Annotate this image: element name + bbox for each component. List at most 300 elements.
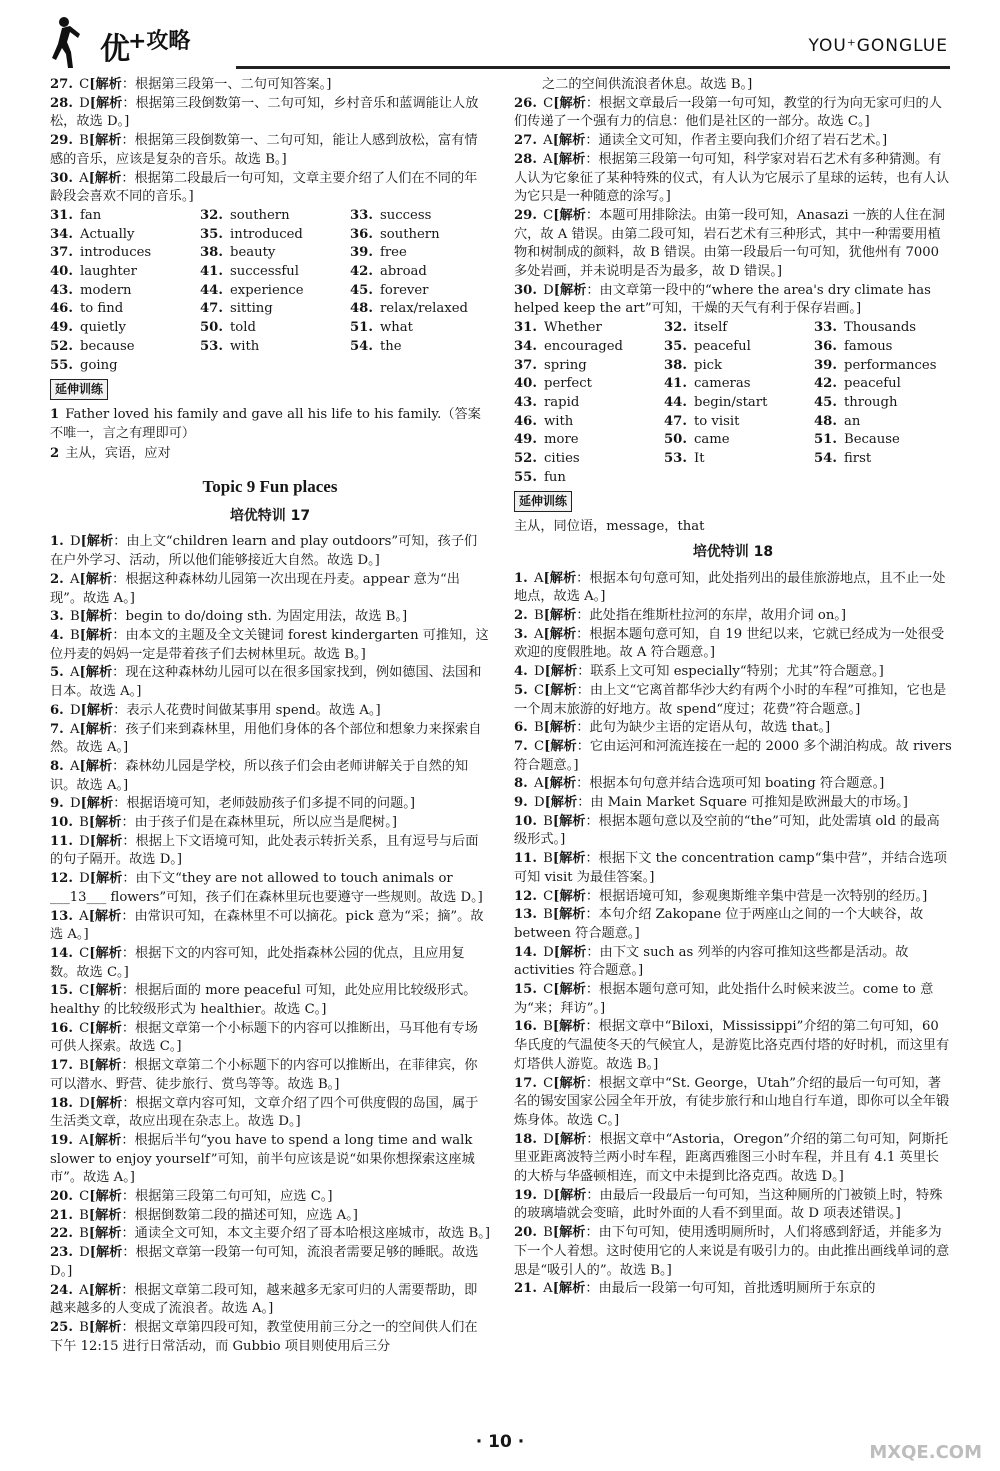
answer-item [50,1207,490,1226]
answer-letter: B [543,1019,553,1035]
explanation-text: ：根据文章第二段可知，越来越多无家可归的人需要帮助，即越来越多的人变成了流浪者。故选 A。] [50,1282,478,1317]
explanation-text: ：根据文章第一段第一句可知，流浪者需要足够的睡眠。故选 D。] [50,1245,479,1279]
answer-letter: D [543,282,554,298]
answer-number: 2. [50,571,64,587]
answer-letter: C [543,95,554,111]
grid-number: 53. [200,338,223,354]
grid-number: 50. [200,320,223,336]
explanation-text: ：根据本句句意并结合选项可知 boating 符合题意。] [576,776,885,792]
answer-number: 16. [514,1019,537,1035]
answer-list [50,533,490,1356]
answer-letter: C [533,738,545,754]
grid-answer [50,357,200,376]
answer-letter: B [79,1207,89,1223]
answer-number: 11. [50,833,73,849]
answer-letter: C [543,207,554,223]
grid-number: 37. [514,357,537,373]
answer-letter: A [69,665,80,681]
grid-word: the [380,338,402,354]
answer-letter: D [543,1131,554,1147]
grid-answer [514,413,664,432]
answer-number: 24. [50,1282,73,1298]
grid-word: cities [544,451,580,467]
explanation-text: ：本题可用排除法。由第一段可知，Anasazi 一族的人住在洞穴，故 A 错误。由第二段可知，岩石艺术有三种形式，其中一种需要用植物和树制成的颜料，故 B 错误。由第一段最后一句可知，犹他州有 7000 多处岩画，并未说明是否为最多，故 D 错误。] [514,207,946,280]
answer-item [50,1095,490,1132]
answer-number: 19. [50,1132,73,1148]
grid-answer [664,375,814,394]
answer-item [50,1057,490,1094]
section-title: 培优特训 18 [692,543,774,560]
explanation-text: ：由最后一段最后一句可知，当这种厕所的门被锁上时，特殊的玻璃墙就会变暗，此时外面的人看不到里面。故 D 项表述错误。] [514,1187,943,1222]
answer-item [50,982,490,1019]
explanation-text: ：根据这种森林幼儿园第一次出现在丹麦。appear 意为“出现”。故选 A。] [50,571,460,606]
grid-answer [814,338,954,357]
grid-word: performances [844,357,937,373]
answer-number: 22. [50,1226,73,1242]
grid-answer [814,375,954,394]
explanation-text: ：根据第三段倒数第一、二句可知，乡村音乐和蓝调能让人放松，故选 D。] [50,95,479,130]
answer-number: 8. [50,758,64,774]
grid-answer [814,394,954,413]
explanation-text: ：根据文章第一个小标题下的内容可以推断出，马耳他有专场可供人探索。故选 C。] [50,1020,478,1055]
watermark: MXQE.COM [869,1442,982,1463]
answer-letter: A [69,571,80,587]
extension-text: Father loved his family and gave all his life to his family.（答案不唯一，言之有理即可） [50,406,481,441]
grid-answer [350,338,490,357]
answer-number: 17. [50,1058,73,1074]
grid-answer [350,282,490,301]
explanation-label: [解析 [89,1189,122,1205]
grid-number: 31. [514,320,537,336]
answer-letter: C [79,1189,90,1205]
grid-number: 51. [814,432,837,448]
answer-item [514,775,952,794]
grid-number: 42. [350,264,373,280]
explanation-text: ：根据文章最后一段第一句可知，教堂的行为向无家可归的人们传递了一个强有力的信息：他们是社区的一部分。故选 C。] [514,95,942,130]
explanation-text: ：现在这种森林幼儿园可以在很多国家找到，例如德国、法国和日本。故选 A。] [50,665,482,700]
explanation-label: [解析 [88,133,122,149]
explanation-label: [解析 [89,95,123,111]
grid-number: 53. [664,451,687,467]
answer-letter: A [533,626,544,642]
explanation-label: [解析 [553,888,586,904]
grid-answer [50,226,200,245]
answer-item [514,1131,952,1187]
grid-number: 36. [814,338,837,354]
answer-item [50,170,490,207]
answer-letter: D [79,1095,90,1111]
grid-word: Because [844,432,900,448]
grid-answer [814,450,954,469]
explanation-label: [解析 [89,871,123,887]
explanation-text: ：根据第三段第二句可知，应选 C。] [121,1189,333,1205]
answer-letter: A [79,908,89,924]
explanation-text: ：根据本题句意可知，自 19 世纪以来，它就已经成为一处很受欢迎的度假胜地。故 A 符合题意。] [514,626,945,661]
answer-item [50,1020,490,1057]
grid-number: 45. [350,282,373,298]
answer-number: 11. [514,851,537,867]
answer-item [514,95,952,132]
grid-word: itself [694,320,728,336]
extension-training-label: 延伸训练 [514,491,572,512]
answer-letter: D [79,1245,90,1261]
explanation-label: [解析 [88,815,122,831]
answer-number: 30. [514,282,537,298]
answer-letter: C [79,983,90,999]
answer-number: 30. [50,170,73,186]
grid-number: 31. [50,207,73,223]
answer-letter: B [79,815,89,831]
explanation-text: ：由上文“children learn and play outdoors”可知，孩子们在户外学习、活动，所以他们能够接近大自然。故选 D。] [50,534,478,569]
grid-answer [514,431,664,450]
grid-answer [200,338,350,357]
answer-number: 16. [50,1020,73,1036]
explanation-text: ：begin to do/doing sth. 为固定用法，故选 B。] [112,609,408,625]
answer-item [50,1188,490,1207]
answer-item [514,813,952,850]
grid-number: 46. [50,301,73,317]
explanation-text: ：通读全文可知，作者主要向我们介绍了岩石艺术。] [585,133,888,149]
grid-answer [50,300,200,319]
grid-word: fan [80,207,102,223]
grid-number: 40. [514,376,537,392]
answer-item [514,1187,952,1224]
answer-item [514,1075,952,1131]
grid-answer [514,450,664,469]
explanation-label: [解析 [552,151,586,167]
explanation-label: [解析 [88,1058,122,1074]
explanation-text: ：由下句可知，使用透明厕所时，人们将感到舒适，并能多为下一个人着想。这时使用它的人来说是有吸引力的。由此推出画线单词的意思是“吸引人的”。故选 B。] [514,1225,950,1278]
answer-letter: C [79,77,90,92]
explanation-label: [解析 [80,534,114,550]
grid-answer [50,282,200,301]
answer-letter: C [543,1075,554,1091]
grid-answer [200,263,350,282]
grid-number: 32. [200,207,223,223]
answer-number: 28. [514,151,537,167]
answer-number: 13. [50,908,73,924]
answer-item [50,908,490,945]
explanation-label: [解析 [89,77,122,92]
answer-item [514,570,952,607]
answer-letter: D [69,796,81,812]
grid-word: introduced [230,226,303,242]
answer-letter: A [69,721,80,737]
explanation-label: [解析 [89,833,123,849]
explanation-text: ：根据第三段第一、二句可知答案。] [121,77,332,92]
answer-item [50,833,490,870]
answer-item [50,132,490,169]
answer-item [514,1280,952,1299]
explanation-text: ：此句为缺少主语的定语从句，故选 that。] [576,720,831,736]
explanation-text: ：森林幼儿园是学校，所以孩子们会由老师讲解关于自然的知识。故选 A。] [50,758,469,793]
explanation-text: ：由 Main Market Square 可推知是欧洲最大的市场。] [577,795,908,811]
explanation-label: [解析 [553,944,587,960]
answer-number: 14. [514,944,537,960]
grid-word: what [380,320,413,336]
answer-item [50,608,490,627]
grid-answer [664,319,814,338]
grid-answer [514,469,664,488]
answer-item [50,95,490,132]
explanation-label: [解析 [79,721,113,737]
answer-number: 1. [50,534,64,550]
grid-word: going [80,357,118,373]
answer-letter: D [79,95,90,111]
grid-answer [350,319,490,338]
grid-word: rapid [544,394,580,410]
left-column [50,76,490,1356]
answer-item [514,607,952,626]
grid-answer [200,319,350,338]
answer-item [50,758,490,795]
grid-word: pick [694,357,723,373]
answer-letter: D [543,944,554,960]
explanation-label: [解析 [553,207,586,223]
grid-word: more [544,432,579,448]
grid-number: 36. [350,226,373,242]
answer-letter: C [533,682,545,698]
grid-answer [50,207,200,226]
explanation-label: [解析 [79,609,113,625]
grid-number: 37. [50,245,73,261]
answer-list [50,76,490,207]
extension-text: 主从，宾语，应对 [65,446,171,462]
answer-item [514,944,952,981]
answer-item [514,663,952,682]
answer-item [50,1244,490,1281]
answer-number: 8. [514,776,528,792]
answer-number: 15. [50,983,73,999]
logo-plus: +攻略 [128,29,191,54]
grid-word: Whether [544,320,602,336]
answer-number: 23. [50,1245,73,1261]
extension-training-label: 延伸训练 [50,379,108,400]
explanation-text: ：由常识可知，在森林里不可以摘花。pick 意为“采；摘”。故选 A。] [50,908,484,943]
explanation-label: [解析 [88,1320,122,1335]
explanation-text: ：根据文章中“Biloxi，Mississippi”介绍的第二句可知，60 华氏度的气温使冬天的气候宜人，是游览比洛克西付塔的好时机，而这里有灯塔供人游览。故选 B。] [514,1019,950,1072]
answer-letter: D [543,1187,554,1203]
extension-answer [50,445,490,464]
explanation-text: ：根据第二段最后一句可知，文章主要介绍了人们在不同的年龄段会喜欢不同的音乐。] [50,170,478,205]
answer-letter: A [533,570,544,586]
answer-item [50,795,490,814]
answer-number: 21. [514,1281,537,1297]
grid-word: free [380,245,407,261]
answer-item [514,719,952,738]
answer-letter: C [543,982,554,998]
explanation-text: ：根据下文 the concentration camp“集中营”，并结合选项可知 visit 为最佳答案。] [514,851,947,885]
explanation-text: ：根据下文的内容可知，此处指森林公园的优点，且应用复数。故选 C。] [50,945,465,980]
answer-letter: B [543,851,553,867]
answer-letter: B [543,813,553,829]
grid-number: 46. [514,413,537,429]
explanation-label: [解析 [79,665,113,681]
answer-letter: A [543,151,553,167]
explanation-text: ：根据语境可知，参观奥斯维辛集中营是一次特别的经历。] [585,888,928,904]
answer-letter: A [79,1132,89,1148]
grid-number: 43. [514,394,537,410]
answer-number: 2. [514,607,528,623]
answer-number: 3. [514,626,528,642]
grid-number: 35. [664,338,687,354]
grid-number: 32. [664,320,687,336]
answer-item [50,945,490,982]
grid-word: relax/relaxed [380,301,468,317]
answer-item [514,132,952,151]
answer-item [514,906,952,943]
answer-number: 18. [514,1131,537,1147]
answer-letter: D [69,534,81,550]
grid-word: forever [380,282,429,298]
explanation-label: [解析 [89,1020,122,1036]
answer-number: 20. [50,1189,73,1205]
answer-number: 12. [50,871,73,887]
explanation-text: ：根据第三段第一句可知，科学家对岩石艺术有多种猜测。有人认为它象征了某种特殊的仪式，有人认为它展示了星球的运转，也有人认为它只是一种随意的涂写。] [514,151,950,205]
answer-number: 19. [514,1187,537,1203]
explanation-label: [解析 [89,983,122,999]
explanation-label: [解析 [543,776,577,792]
answer-letter: D [533,664,545,680]
right-column [514,76,952,1299]
explanation-label: [解析 [552,813,586,829]
answer-number: 18. [50,1095,73,1111]
grid-answer [350,263,490,282]
grid-answer [200,226,350,245]
explanation-label: [解析 [88,1207,122,1223]
answer-number: 20. [514,1225,537,1241]
explanation-label: [解析 [553,1075,586,1091]
explanation-text: ：由于孩子们是在森林里玩，所以应当是爬树。] [121,815,397,831]
explanation-label: [解析 [552,907,586,923]
answer-letter: B [543,907,553,923]
answer-letter: C [79,1020,90,1036]
grid-word: famous [844,338,893,354]
logo-text: 优 [100,32,131,67]
page-header [0,0,1000,78]
grid-answer [200,300,350,319]
grid-word: first [844,451,872,467]
answer-letter: A [79,1282,89,1298]
answer-letter: B [543,1225,553,1241]
grid-word: to find [80,301,124,317]
grid-word: It [694,451,705,467]
answer-number: 9. [50,796,64,812]
explanation-label: [解析 [89,945,122,961]
grid-answer [664,338,814,357]
answer-item [50,702,490,721]
grid-number: 42. [814,376,837,392]
answer-letter: B [69,627,80,643]
extension-answer [50,406,490,443]
grid-answer [50,319,200,338]
answer-item [514,282,952,319]
answer-item [50,1132,490,1188]
grid-number: 54. [350,338,373,354]
section-title: 培优特训 17 [229,507,311,524]
answer-letter: B [79,1058,89,1074]
explanation-text: ：由本文的主题及全文关键词 forest kindergarten 可推知，这位丹麦的妈妈一定是带着孩子们去树林里玩。故选 B。] [50,627,489,662]
grid-number: 52. [514,451,537,467]
grid-number: 49. [514,432,537,448]
grid-word: with [544,413,574,429]
grid-word: sitting [230,301,273,317]
answer-list [514,570,952,1299]
explanation-label: [解析 [552,1281,586,1297]
explanation-text: ：联系上文可知 especially“特别；尤其”符合题意。] [577,664,884,680]
grid-answer [814,431,954,450]
grid-answer [514,394,664,413]
answer-number: 21. [50,1207,73,1223]
grid-number: 40. [50,264,73,280]
grid-number: 52. [50,338,73,354]
explanation-label: [解析 [544,738,577,754]
answer-letter: B [533,720,544,736]
answer-letter: B [79,1226,89,1242]
explanation-text: ：根据上下文语境可知，此处表示转折关系，且有逗号与后面的句子隔开。故选 D。] [50,833,479,868]
answer-number: 4. [50,627,64,643]
answer-letter: B [79,133,89,149]
grid-number: 39. [814,357,837,373]
explanation-label: [解析 [89,1095,123,1111]
explanation-text: ：本句介绍 Zakopane 位于两座山之间的一个大峡谷，故 between 符合题意。] [514,907,924,941]
explanation-label: [解析 [88,170,122,186]
grid-number: 33. [814,320,837,336]
grid-number: 44. [200,282,223,298]
answer-grid [514,319,952,487]
answer-number: 27. [50,77,73,92]
grid-word: southern [380,226,440,242]
answer-number: 29. [50,133,73,149]
grid-word: told [230,320,256,336]
answer-item [50,721,490,758]
answer-number: 4. [514,664,528,680]
explanation-text: ：表示人花费时间做某事用 spend。故选 A。] [113,702,381,718]
answer-letter: B [69,609,80,625]
grid-word: because [80,338,135,354]
grid-answer [664,394,814,413]
answer-item [514,981,952,1018]
grid-answer [50,244,200,263]
grid-word: spring [544,357,587,373]
grid-answer [814,357,954,376]
grid-number: 39. [350,245,373,261]
grid-number: 45. [814,394,837,410]
grid-answer [350,207,490,226]
answer-letter: C [79,945,90,961]
answer-number: 29. [514,207,537,223]
answer-letter: D [79,833,90,849]
explanation-text: ：由上文“它离首都华沙大约有两个小时的车程”可推知，它也是一个周末旅游的好地方。故 spend“度过；花费”符合题意。] [514,682,947,717]
answer-number: 15. [514,982,537,998]
explanation-text: ：它由运河和河流连接在一起的 2000 多个湖泊构成。故 rivers 符合题意。] [514,738,952,773]
answer-letter: A [79,170,89,186]
header-rule [236,66,950,69]
grid-answer [50,263,200,282]
grid-number: 47. [664,413,687,429]
explanation-text: ：根据语境可知，老师鼓励孩子们多提不同的问题。] [113,796,416,812]
grid-answer [514,338,664,357]
explanation-label: [解析 [88,1282,122,1298]
explanation-label: [解析 [552,1225,586,1241]
explanation-text: ：根据后半句“you have to spend a long time and walk slower to enjoy yourself”可知，前半句应该是说“如果你想探索这座城市”。故选 A。] [50,1132,475,1186]
grid-word: to visit [694,413,740,429]
explanation-text: ：由下文“they are not allowed to touch animals or ___13___ flowers”可知，孩子们在森林里玩也要遵守一些规则。故选 D。] [50,871,483,905]
grid-word: cameras [694,376,751,392]
grid-answer [664,450,814,469]
explanation-label: [解析 [543,720,577,736]
explanation-label: [解析 [543,607,577,623]
